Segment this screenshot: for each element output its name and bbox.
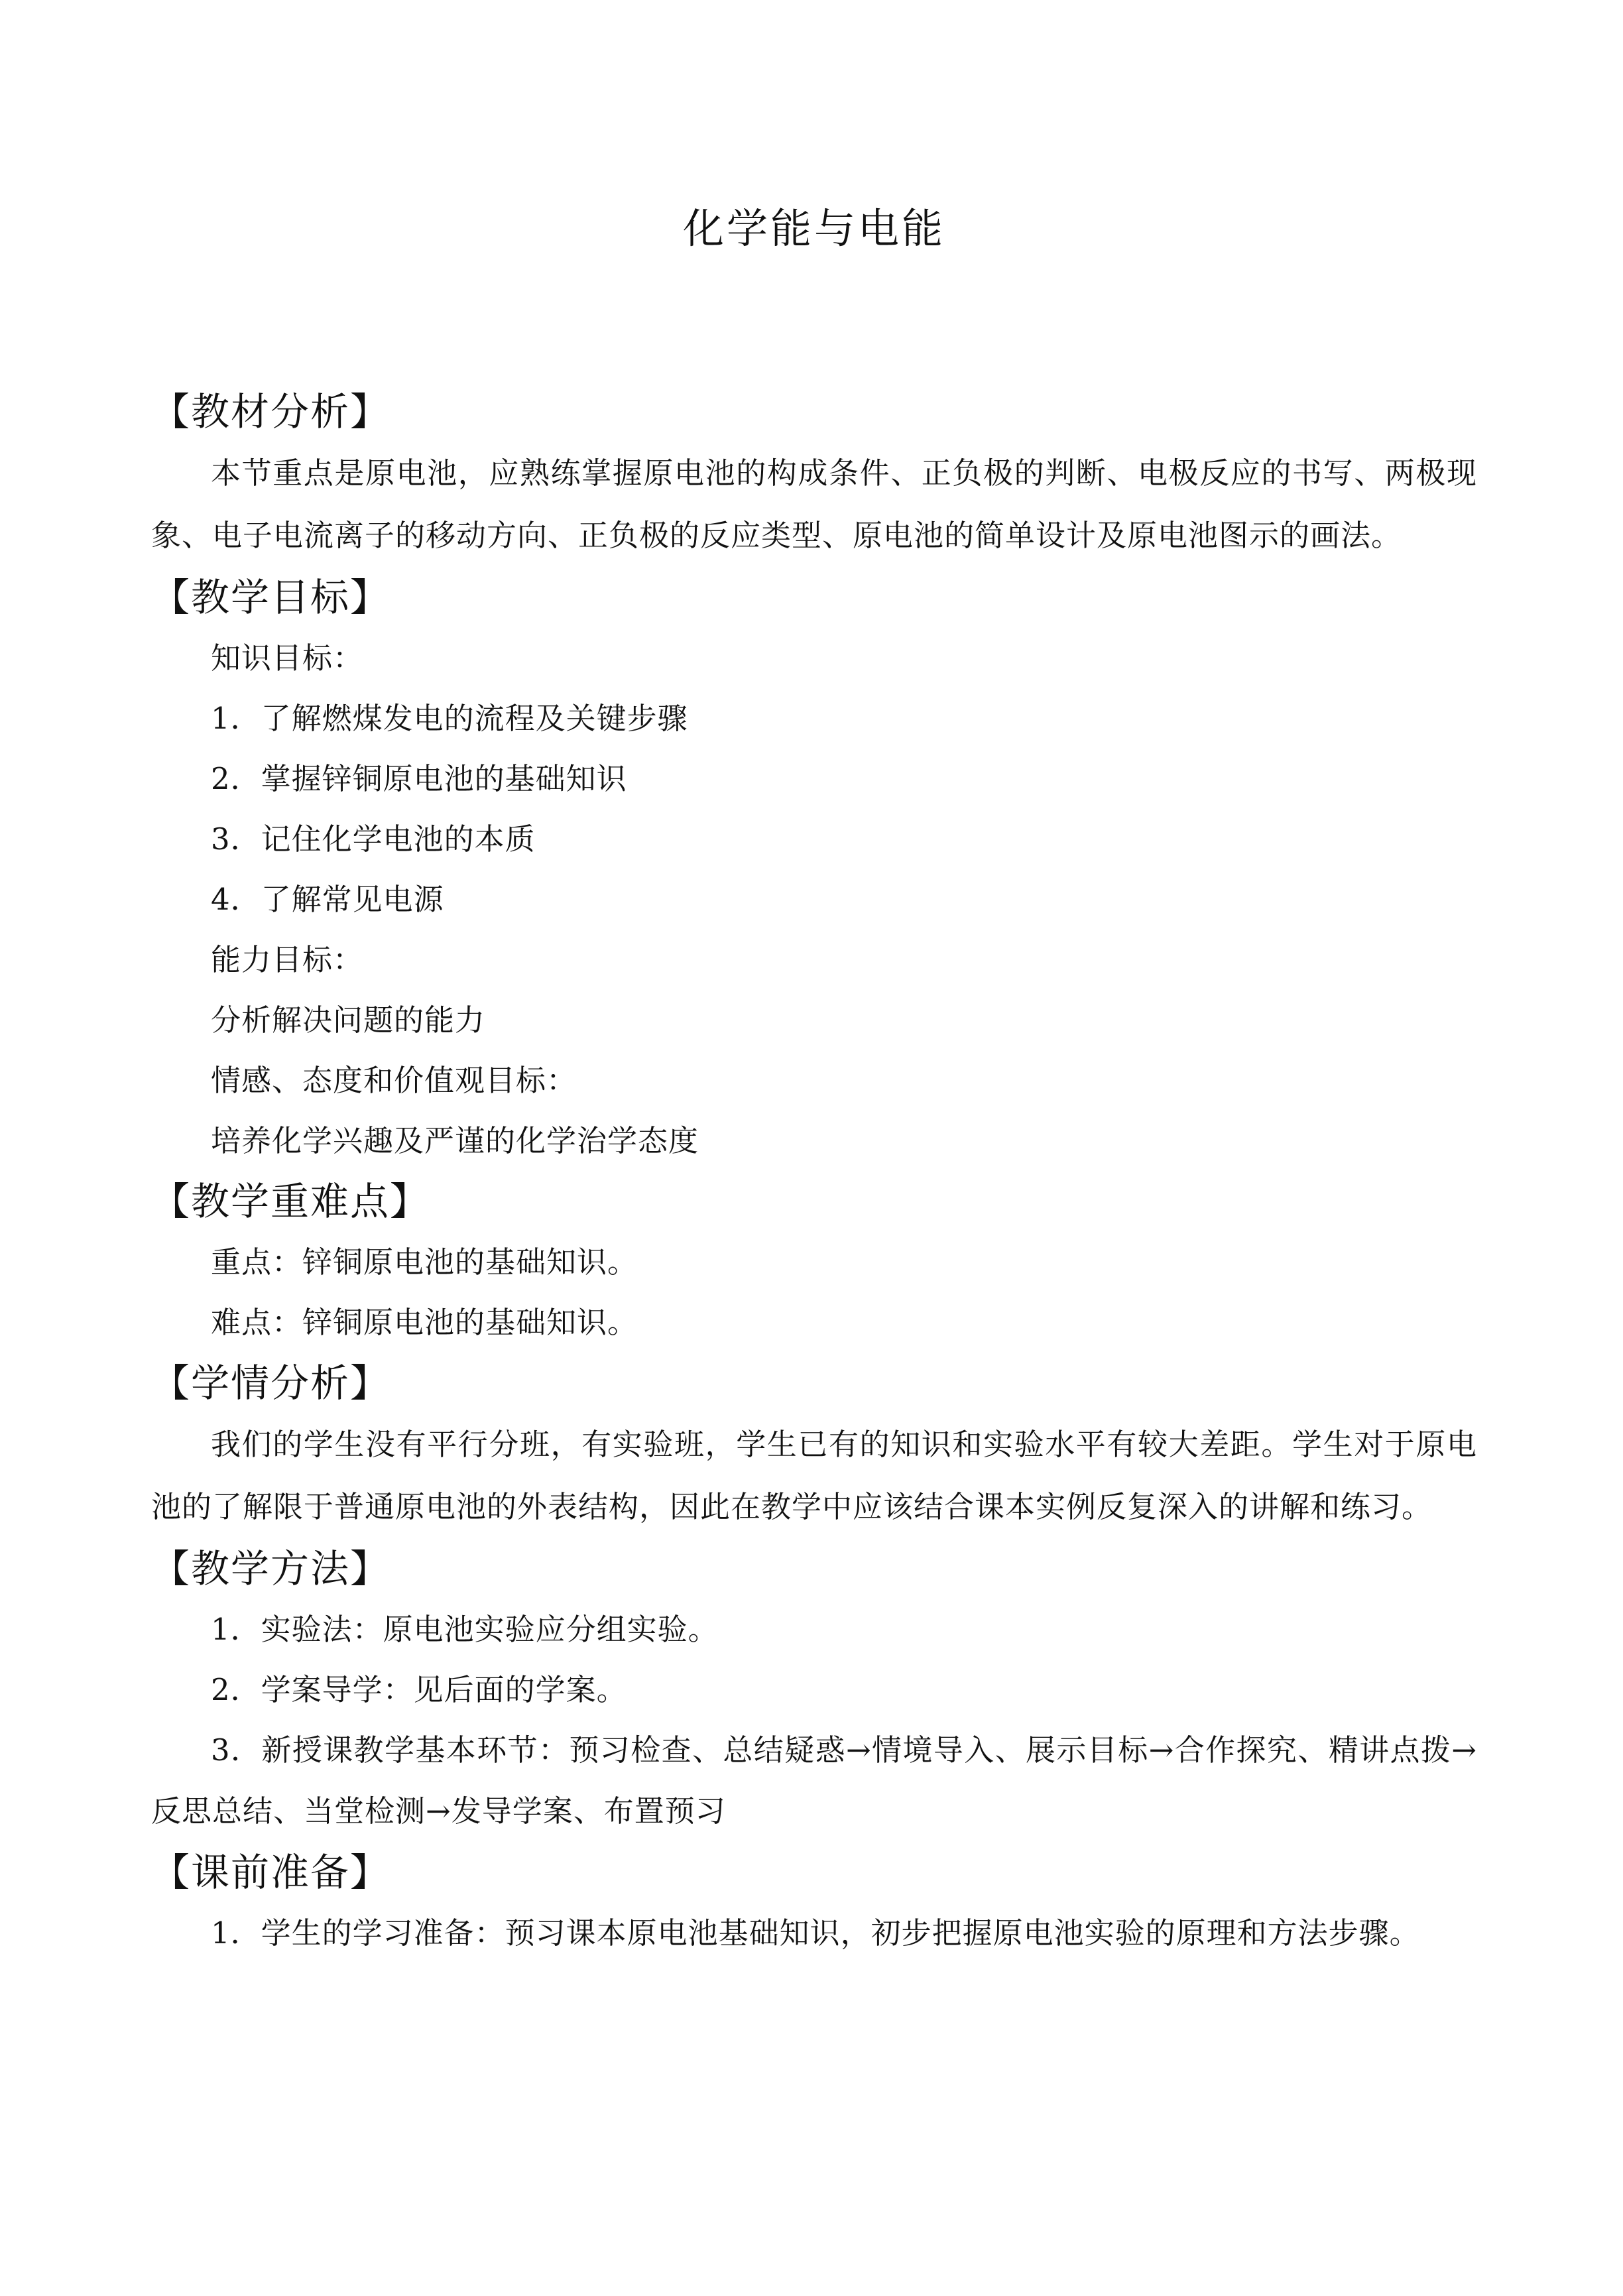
section-heading-teaching-methods: 【教学方法】: [151, 1546, 391, 1591]
teaching-method-item: 3．新授课教学基本环节：预习检查、总结疑惑→情境导入、展示目标→合作探究、精讲点拨→反思总结、当堂检测→发导学案、布置预习: [151, 1732, 1477, 1829]
document-title: 化学能与电能: [682, 204, 945, 253]
knowledge-goal-item: 3．记住化学电池的本质: [211, 821, 536, 857]
emotion-goals-label: 情感、态度和价值观目标：: [211, 1063, 577, 1098]
key-point-text: 重点：锌铜原电池的基础知识。: [211, 1244, 638, 1280]
ability-goals-label: 能力目标：: [211, 942, 364, 977]
difficult-point-text: 难点：锌铜原电池的基础知识。: [211, 1305, 638, 1340]
ability-goal-text: 分析解决问题的能力: [211, 1002, 486, 1038]
section-heading-preparation: 【课前准备】: [151, 1850, 391, 1895]
section-heading-key-difficult: 【教学重难点】: [151, 1179, 430, 1224]
knowledge-goal-item: 1．了解燃煤发电的流程及关键步骤: [211, 701, 688, 736]
knowledge-goal-item: 2．掌握锌铜原电池的基础知识: [211, 761, 627, 796]
section-heading-teaching-goals: 【教学目标】: [151, 575, 391, 620]
knowledge-goal-item: 4．了解常见电源: [211, 882, 444, 917]
section-heading-textbook-analysis: 【教材分析】: [151, 389, 391, 434]
knowledge-goals-label: 知识目标：: [211, 640, 364, 676]
student-analysis-paragraph: 我们的学生没有平行分班，有实验班，学生已有的知识和实验水平有较大差距。学生对于原电池的了解限于普通原电池的外表结构，因此在教学中应该结合课本实例反复深入的讲解和练习。: [151, 1427, 1477, 1524]
emotion-goal-text: 培养化学兴趣及严谨的化学治学态度: [211, 1123, 699, 1158]
document-body: [151, 381, 1477, 1963]
textbook-analysis-paragraph: 本节重点是原电池，应熟练掌握原电池的构成条件、正负极的判断、电极反应的书写、两极现象、电子电流离子的移动方向、正负极的反应类型、原电池的简单设计及原电池图示的画法。: [151, 455, 1477, 553]
preparation-item: 1．学生的学习准备：预习课本原电池基础知识，初步把握原电池实验的原理和方法步骤。: [211, 1915, 1420, 1951]
teaching-method-item: 2．学案导学：见后面的学案。: [211, 1672, 627, 1707]
section-heading-student-analysis: 【学情分析】: [151, 1360, 391, 1406]
teaching-method-item: 1．实验法：原电池实验应分组实验。: [211, 1612, 719, 1647]
